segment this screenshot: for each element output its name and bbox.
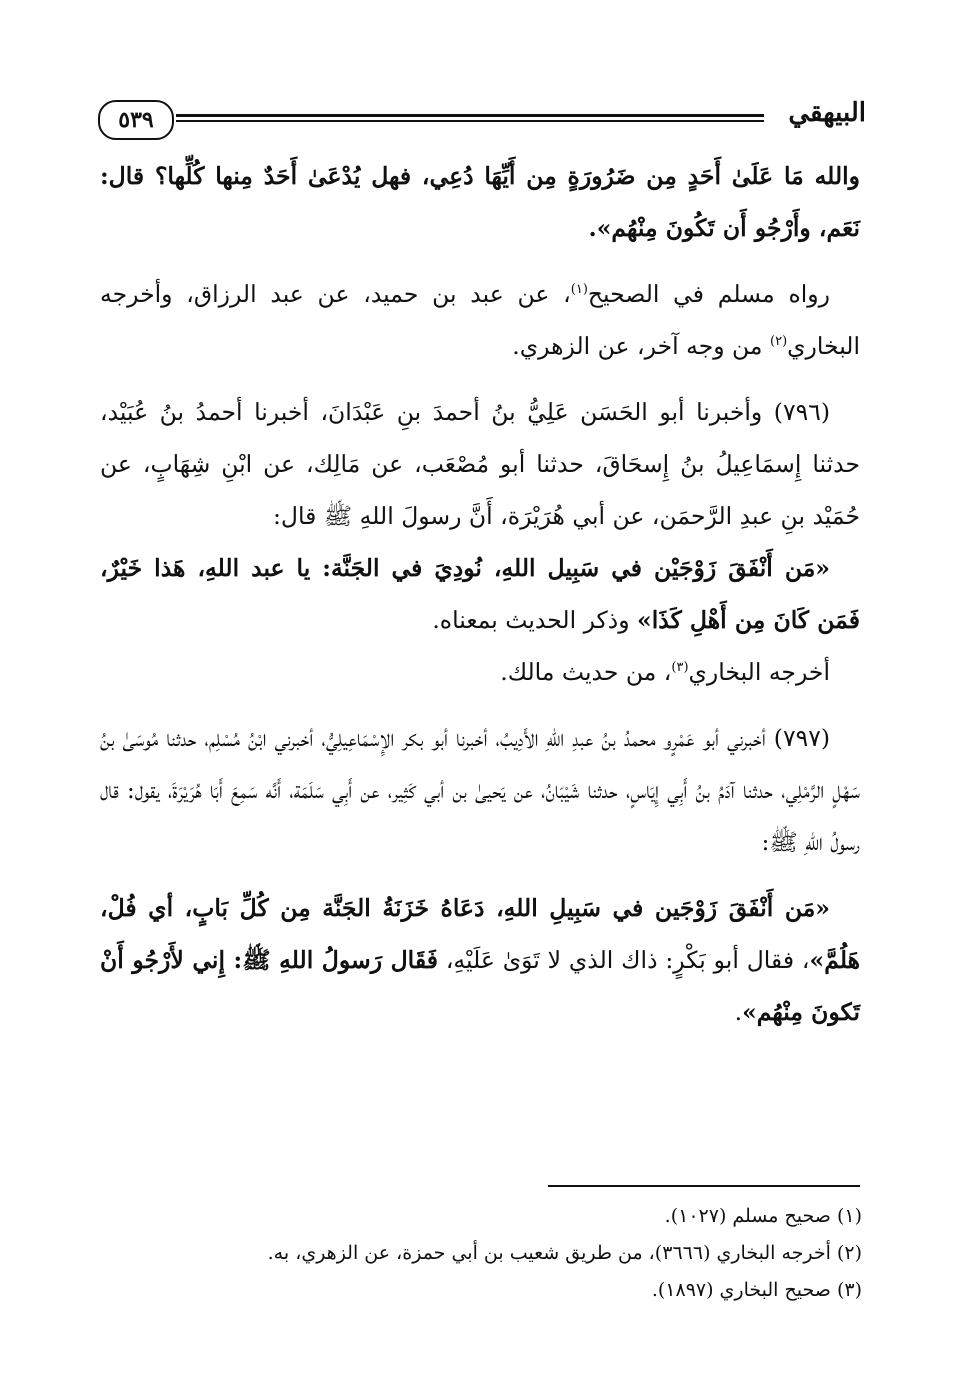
- takhrij-paragraph: رواه مسلم في الصحيح$^{(١)}$، عن عبد بن حميد، عن عبد الرزاق، وأخرجه البخاري$^{(٢)}$ من وجه آخر، عن الزهري.: [100, 280, 860, 360]
- book-title: البيهقي: [788, 98, 866, 128]
- isnad-796: (٧٩٦) وأخبرنا أبو الحَسَن عَلِيُّ بنُ أحمدَ بنِ عَبْدَانَ، أخبرنا أحمدُ بنُ عُبَيْد، حدثنا إِسمَاعِيلُ بنُ إِسحَاقَ، حدثنا أبو مُصْعَب، عن مَالِك، عن ابْنِ شِهَابٍ، عن حُمَيْد بنِ عبدِ الرَّحمَن، عن أبي هُرَيْرَة، أَنَّ رسولَ اللهِ ﷺ قال:: [100, 398, 860, 530]
- footnotes: [100, 1198, 862, 1309]
- footnote-2: (٢) أخرجه البخاري (٣٦٦٦)، من طريق شعيب بن أبي حمزة، عن الزهري، به.: [267, 1242, 862, 1264]
- footnote-3: (٣) صحيح البخاري (١٨٩٧).: [651, 1279, 862, 1301]
- header-rule: [176, 114, 764, 117]
- page-body: [100, 150, 860, 1038]
- footnote-1: (١) صحيح مسلم (١٠٢٧).: [664, 1205, 862, 1227]
- page-header: [98, 98, 866, 142]
- hadith-796: «مَن أَنْفَقَ زَوْجَيْن في سَبِيل اللهِ، نُودِيَ في الجَنَّة: يا عبد اللهِ، هَذا خَيْرٌ، فَمَن كَانَ مِن أَهْلِ كَذَا» وذكر الحديث بمعناه.: [100, 554, 860, 634]
- header-rule-thin: [176, 120, 764, 122]
- footnote-ref-3: (٣): [671, 660, 689, 676]
- takhrij-796: أخرجه البخاري$^{(٣)}$، من حديث مالك.: [500, 658, 830, 686]
- footnote-ref-1: (١): [570, 282, 588, 298]
- isnad-797: (٧٩٧) أخبرني أبو عَمْرٍو محمدُ بنُ عبدِ اللهِ الأَدِيبُ، أخبرنا أبو بكر الإِسْمَاعِيلِيُّ، أخبرني ابْنُ مُسْلِم، حدثنا مُوسَىٰ بنُ سَهْلٍ الرَّمْلِي، حدثنا آدَمُ بنُ أَبِي إِيَاسٍ، حدثنا شَيْبَانُ، عن يَحيىٰ بن أبي كَثِير، عن أَبِي سَلَمَة، أَنَّه سَمِعَ أَبَا هُرَيْرَةَ، يقول: قال رسولُ اللهِ ﷺ:: [100, 724, 861, 856]
- hadith-text-continued: والله مَا عَلَىٰ أَحَدٍ مِن ضَرُورَةٍ مِن أَيِّهَا دُعِي، فهل يُدْعَىٰ أَحَدٌ مِنها كُلِّها؟ قال: نَعَم، وأَرْجُو أَن تَكُونَ مِنْهُم».: [100, 162, 860, 242]
- hadith-matn: «مَن أَنْفَقَ زَوْجَيْن في سَبِيل اللهِ، نُودِيَ في الجَنَّة: يا عبد اللهِ، هَذا خَيْرٌ، فَمَن كَانَ مِن أَهْلِ كَذَا»: [100, 554, 860, 634]
- footnote-separator: [548, 1185, 860, 1187]
- hadith-797: «مَن أَنْفَقَ زَوْجَين في سَبِيلِ اللهِ، دَعَاهُ خَزَنَةُ الجَنَّة مِن كُلِّ بَابٍ، أي فُلْ، هَلُمَّ»، فقال أبو بَكْرٍ: ذاك الذي لا تَوَىٰ عَلَيْهِ، فَقَال رَسولُ اللهِ ﷺ: إِني لأَرْجُو أَنْ تَكونَ مِنْهُم».: [100, 894, 860, 1026]
- hadith-matn: فَقَال رَسولُ اللهِ ﷺ: إِني لأَرْجُو أَنْ تَكونَ مِنْهُم»: [100, 946, 860, 1026]
- footnote-ref-2: (٢): [770, 334, 788, 350]
- hadith-matn: «مَن أَنْفَقَ زَوْجَين في سَبِيلِ اللهِ، دَعَاهُ خَزَنَةُ الجَنَّة مِن كُلِّ بَابٍ، أي فُلْ، هَلُمَّ»: [100, 894, 860, 974]
- page-number: ٥٣٩: [98, 100, 174, 140]
